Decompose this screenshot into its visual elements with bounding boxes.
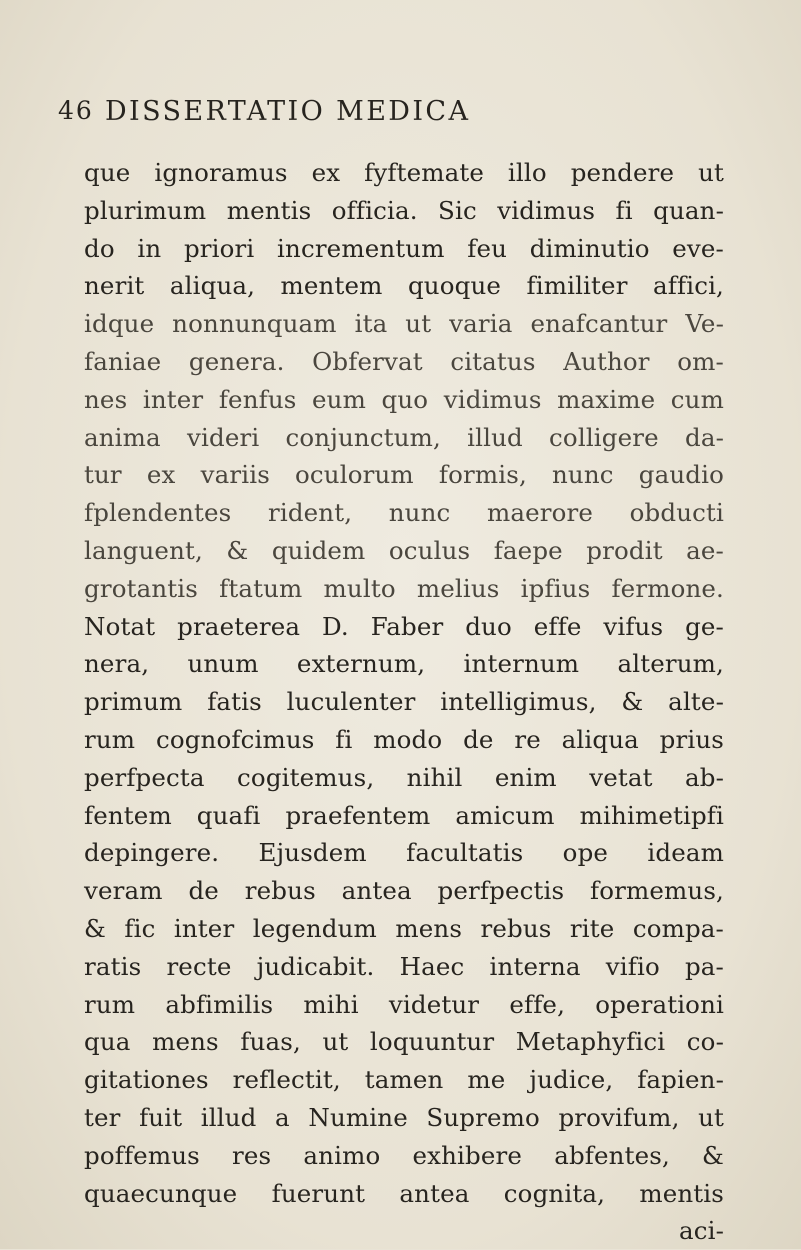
text-line: ratis recte judicabit. Haec interna vifio pa- (84, 951, 724, 981)
text-line: fplendentes rident, nunc maerore obducti (84, 498, 724, 528)
text-line: anima videri conjunctum, illud colligere da- (84, 422, 724, 452)
text-line: Notat praeterea D. Faber duo effe vifus ge- (84, 611, 724, 641)
text-line: rum cognofcimus fi modo de re aliqua prius (84, 724, 724, 754)
text-line: nerit aliqua, mentem quoque fimiliter affici, (84, 271, 724, 301)
text-line: tur ex variis oculorum formis, nunc gaudio (84, 460, 724, 490)
text-line: veram de rebus antea perfpectis formemus, (84, 876, 724, 906)
text-line: poffemus res animo exhibere abfentes, & (84, 1140, 724, 1170)
text-line: faniae genera. Obfervat citatus Author om- (84, 346, 724, 376)
text-line: depingere. Ejusdem facultatis ope ideam (84, 838, 724, 868)
text-line: & fic inter legendum mens rebus rite compa- (84, 913, 724, 943)
text-line: gitationes reflectit, tamen me judice, fapien- (84, 1065, 724, 1095)
text-line: rum abfimilis mihi videtur effe, operationi (84, 989, 724, 1019)
text-line: perfpecta cogitemus, nihil enim vetat ab- (84, 762, 724, 792)
text-line: plurimum mentis officia. Sic vidimus fi quan- (84, 195, 724, 225)
text-line: qua mens fuas, ut loquuntur Metaphyfici co- (84, 1027, 724, 1057)
page-number: 46 (58, 96, 94, 125)
text-line: nera, unum externum, internum alterum, (84, 649, 724, 679)
text-line: do in priori incrementum feu diminutio eve- (84, 233, 724, 263)
text-line: grotantis ftatum multo melius ipfius fermone. (84, 573, 724, 603)
page-header (58, 96, 748, 136)
catchword: aci- (678, 1216, 724, 1246)
running-head-title: DISSERTATIO MEDICA (105, 96, 471, 127)
text-line: primum fatis luculenter intelligimus, & alte- (84, 687, 724, 717)
text-line: ter fuit illud a Numine Supremo provifum, ut (84, 1102, 724, 1132)
text-line: idque nonnunquam ita ut varia enafcantur Ve- (84, 309, 724, 339)
text-line: nes inter fenfus eum quo vidimus maxime cum (84, 384, 724, 414)
text-line: que ignoramus ex fyftemate illo pendere ut (84, 158, 724, 187)
text-line: languent, & quidem oculus faepe prodit ae- (84, 535, 724, 565)
text-line: fentem quafi praefentem amicum mihimetipfi (84, 800, 724, 830)
body-text (84, 154, 724, 1250)
text-line: quaecunque fuerunt antea cognita, mentis (84, 1178, 724, 1208)
